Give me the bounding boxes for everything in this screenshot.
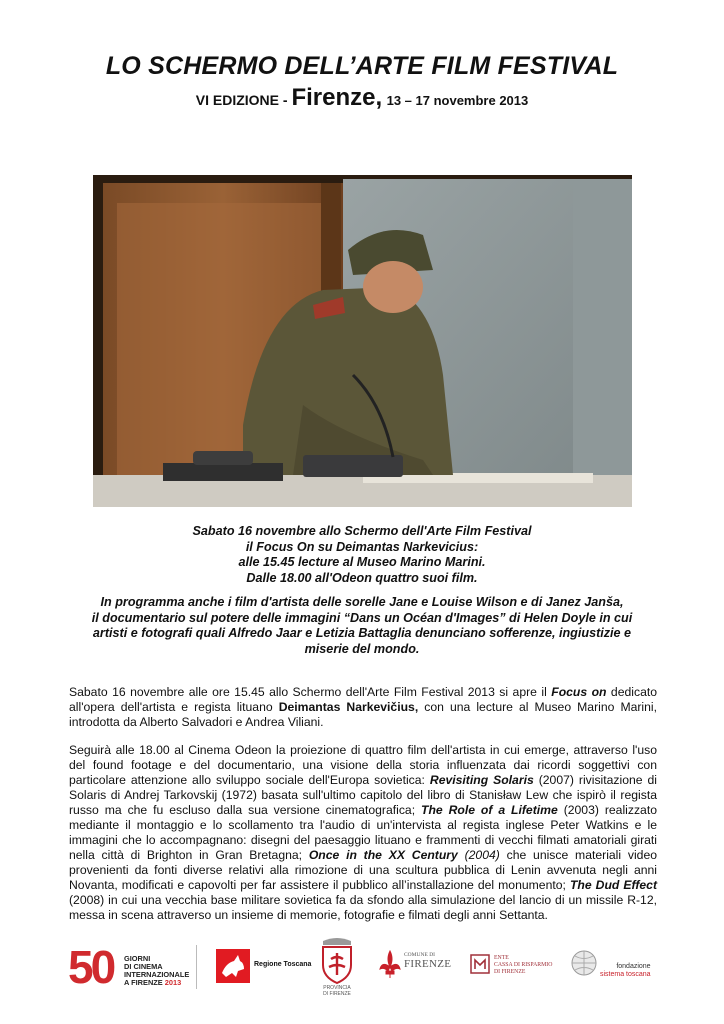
document-title: LO SCHERMO DELL’ARTE FILM FESTIVAL xyxy=(105,52,619,80)
lead-block-1 xyxy=(60,524,664,586)
edition-label: VI EDIZIONE - xyxy=(195,92,292,108)
sistema-toscana-word: sistema toscana xyxy=(600,971,651,978)
lead-line: Dalle 18.00 all'Odeon quattro suoi film. xyxy=(246,570,478,585)
body-paragraph-2 xyxy=(69,743,657,923)
ente-cassa-logo xyxy=(470,953,562,983)
comune-firenze-logo xyxy=(378,949,454,983)
film-still-illustration xyxy=(93,175,632,507)
comune-big: FIRENZE xyxy=(404,958,452,970)
lead-line: il Focus On su Deimantas Narkevicius: xyxy=(245,539,479,554)
lead-line: Sabato 16 novembre allo Schermo dell'Arte Film Festival xyxy=(192,524,532,538)
film-title: Once in the XX Century xyxy=(308,848,458,862)
film-title: Revisiting Solaris xyxy=(429,773,534,787)
globe-icon xyxy=(570,949,598,977)
film-title: The Dud Effect xyxy=(569,878,658,892)
text-run: dedicato all'opera dell'artista e regista lituano xyxy=(69,685,658,714)
provincia-label: PROVINCIA DI FIRENZE xyxy=(323,985,351,997)
city-label: Firenze, xyxy=(291,84,383,111)
fifty-days-logo xyxy=(68,941,196,995)
ente-emblem-icon xyxy=(470,953,490,975)
fondazione-label xyxy=(600,963,651,979)
lead-line: alle 15.45 lecture al Museo Marino Marini. xyxy=(238,555,486,569)
lead-line: miserie del mondo. xyxy=(304,641,420,656)
fifty-days-label: GIORNI DI CINEMA INTERNAZIONALE A FIRENZE xyxy=(124,954,190,987)
text-run: Sabato 16 novembre alle ore 15.45 allo Schermo dell'Arte Film Festival 2013 si apre il xyxy=(69,685,552,699)
text-run: che unisce materiali video provenienti da fonti diverse relativi alla rimozione di una scultura pubblica di Lenin avvenuta negli anni Novanta, modificati e capovolti per far assistere il pubblico all’installazione del monumento; xyxy=(69,848,658,892)
paragraph-text xyxy=(69,743,657,923)
fondazione-word: fondazione xyxy=(616,963,651,970)
fondazione-logo xyxy=(570,949,662,983)
regione-toscana-logo xyxy=(216,949,312,985)
pegasus-icon xyxy=(216,949,250,983)
film-still-photo xyxy=(93,175,632,507)
fifty-number: 50 xyxy=(68,941,114,993)
fifty-days-text xyxy=(124,955,189,987)
comune-label xyxy=(404,952,451,970)
regione-label: Regione Toscana xyxy=(254,961,312,968)
dates-label: 13 – 17 novembre 2013 xyxy=(386,93,529,108)
focus-on-label: Focus on xyxy=(551,685,607,699)
ente-label: ENTE CASSA DI RISPARMIO DI FIRENZE xyxy=(494,955,553,975)
text-run: con una lecture al Museo Marino Marini, introdotta da Alberto Salvadori e Andrea Viliani. xyxy=(69,700,658,729)
lead-line: artisti e fotografi quali Alfredo Jaar e Letizia Battaglia denunciano sofferenze, ingiustizie e xyxy=(92,626,632,640)
sponsor-logos xyxy=(60,935,664,1001)
provincia-crest-icon xyxy=(315,935,359,985)
lead-line: il documentario sul potere delle immagini “Dans un Océan d'Images” di Helen Doyle in cui xyxy=(91,610,633,625)
edition-line xyxy=(0,84,724,112)
fifty-days-year: 2013 xyxy=(164,978,182,987)
lead-line: In programma anche i film d'artista delle sorelle Jane e Louise Wilson e di Janez Janša, xyxy=(100,595,624,609)
text-run: (2007) rivisitazione di Solaris di Andrej Tarkovskij (1972) basata sull'ultimo capitolo del libro di Stanisław Lew che ispirò il regista russo ma che fu escluso dalla sua versione cinematografica; xyxy=(69,773,658,817)
provincia-logo xyxy=(315,935,359,1001)
film-year: (2004) xyxy=(457,848,500,862)
film-title: The Role of a Lifetime xyxy=(421,803,558,817)
lead-block-2 xyxy=(60,595,664,657)
paragraph-text xyxy=(69,685,657,730)
fleur-de-lis-icon xyxy=(378,949,402,979)
comune-small: COMUNE DI xyxy=(404,952,436,958)
text-run: Seguirà alle 18.00 al Cinema Odeon la proiezione di quattro film dell'artista in cui emerge, attraverso l'uso del found footage e del documentario, una visione della storia influenzata dai ricordi soggettivi con particolare attenzione allo sviluppo sociale dell'Europa sovietica: xyxy=(69,743,657,787)
body-paragraph-1 xyxy=(69,685,657,730)
text-run: (2003) realizzato mediante il montaggio e lo scollamento tra l'audio di un'intervista al regista inglese Peter Watkins e le immagini che lo accompagnano: disegni del paesaggio lituano e frammenti di vecchi filmati amatoriali girati nella città di Brighton in Gran Bretagna; xyxy=(69,803,658,862)
artist-name: Deimantas Narkevičius, xyxy=(278,700,419,714)
logo-divider xyxy=(196,945,197,989)
text-run: (2008) in cui una vecchia base militare sovietica fa da sfondo alla simulazione del lancio di un missile R-12, messa in scena attraverso un insieme di memorie, fotografie e filmati degli anni Settanta. xyxy=(69,893,657,922)
